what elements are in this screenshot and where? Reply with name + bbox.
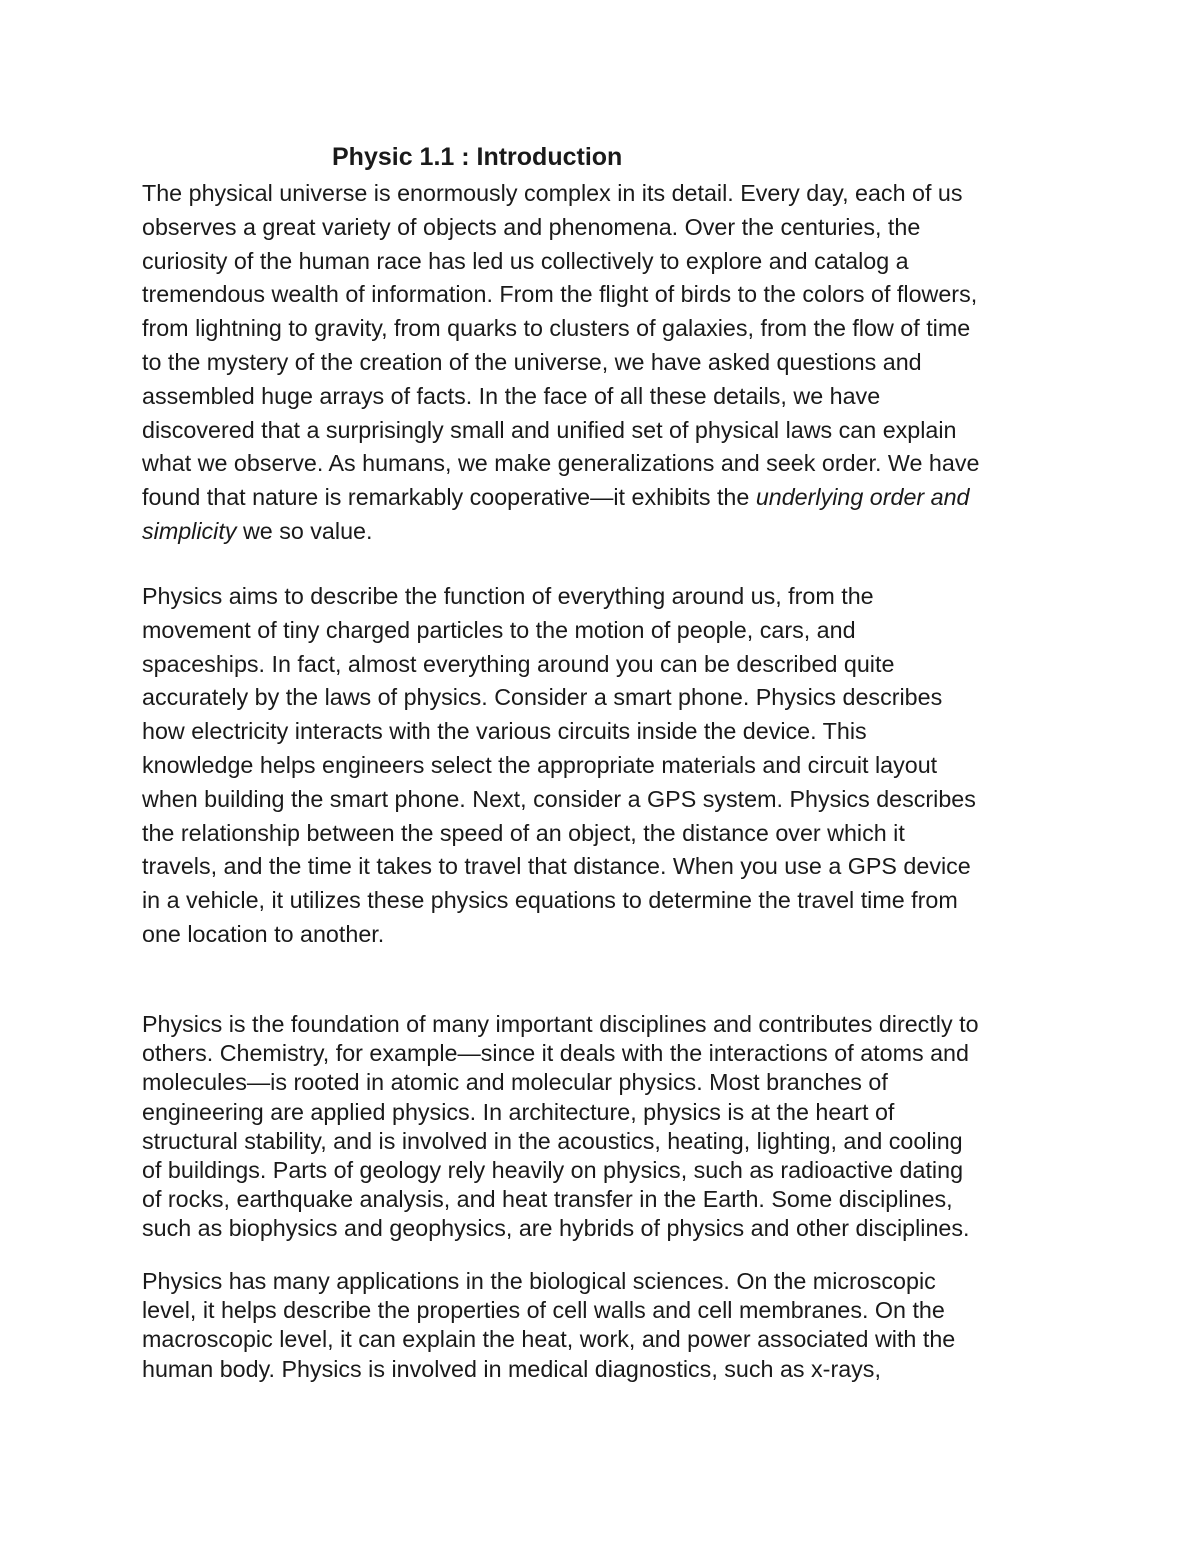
text-line: movement of tiny charged particles to the motion of people, cars, and <box>142 616 856 643</box>
paragraph-biology <box>142 1267 1072 1384</box>
text-line: of buildings. Parts of geology rely heavily on physics, such as radioactive dating <box>142 1157 964 1184</box>
text-line: discovered that a surprisingly small and unified set of physical laws can explain <box>142 416 957 443</box>
italic-emphasis: simplicity <box>142 517 237 544</box>
text-line: Physics is the foundation of many important disciplines and contributes directly to <box>142 1011 979 1037</box>
text-line: from lightning to gravity, from quarks to clusters of galaxies, from the flow of time <box>142 315 971 342</box>
page-title: Physic 1.1 : Introduction <box>332 143 623 171</box>
text-line: what we observe. As humans, we make generalizations and seek order. We have <box>142 450 980 477</box>
text-line: tremendous wealth of information. From the flight of birds to the colors of flowers, <box>142 281 978 308</box>
text-line: how electricity interacts with the various circuits inside the device. This <box>142 718 867 745</box>
text-line: observes a great variety of objects and phenomena. Over the centuries, the <box>142 213 921 240</box>
text-line: to the mystery of the creation of the universe, we have asked questions and <box>142 348 922 375</box>
paragraph-physics-aims <box>142 580 1072 952</box>
text-line: such as biophysics and geophysics, are hybrids of physics and other disciplines. <box>142 1215 970 1242</box>
text-line: structural stability, and is involved in the acoustics, heating, lighting, and cooling <box>142 1127 963 1154</box>
text-run: we so value. <box>236 517 373 544</box>
text-line: knowledge helps engineers select the appropriate materials and circuit layout <box>142 751 938 778</box>
text-line: curiosity of the human race has led us collectively to explore and catalog a <box>142 247 909 274</box>
text-line <box>142 515 1072 549</box>
text-line: spaceships. In fact, almost everything around you can be described quite <box>142 650 895 677</box>
text-line: when building the smart phone. Next, consider a GPS system. Physics describes <box>142 785 976 812</box>
text-line: accurately by the laws of physics. Consider a smart phone. Physics describes <box>142 684 943 711</box>
text-run: found that nature is remarkably cooperative—it exhibits the <box>142 484 756 511</box>
text-line: macroscopic level, it can explain the heat, work, and power associated with the <box>142 1326 956 1353</box>
text-line: level, it helps describe the properties of cell walls and cell membranes. On the <box>142 1297 945 1324</box>
text-line: assembled huge arrays of facts. In the face of all these details, we have <box>142 382 881 409</box>
text-line: engineering are applied physics. In architecture, physics is at the heart of <box>142 1098 895 1125</box>
paragraph-foundation <box>142 1010 1072 1244</box>
text-line: others. Chemistry, for example—since it deals with the interactions of atoms and <box>142 1040 969 1067</box>
text-line: Physics aims to describe the function of everything around us, from the <box>142 583 874 609</box>
text-line <box>142 481 1072 515</box>
text-line: travels, and the time it takes to travel that distance. When you use a GPS device <box>142 853 971 880</box>
text-line: one location to another. <box>142 920 385 947</box>
text-line: molecules—is rooted in atomic and molecular physics. Most branches of <box>142 1069 888 1096</box>
italic-emphasis: underlying order and <box>755 484 970 511</box>
text-line: the relationship between the speed of an object, the distance over which it <box>142 819 905 846</box>
text-line: in a vehicle, it utilizes these physics equations to determine the travel time from <box>142 887 958 914</box>
paragraph-universe <box>142 177 1072 549</box>
text-line: The physical universe is enormously complex in its detail. Every day, each of us <box>142 180 963 206</box>
text-line: Physics has many applications in the biological sciences. On the microscopic <box>142 1268 936 1294</box>
text-line: of rocks, earthquake analysis, and heat transfer in the Earth. Some disciplines, <box>142 1186 953 1213</box>
text-line: human body. Physics is involved in medical diagnostics, such as x-rays, <box>142 1355 881 1382</box>
